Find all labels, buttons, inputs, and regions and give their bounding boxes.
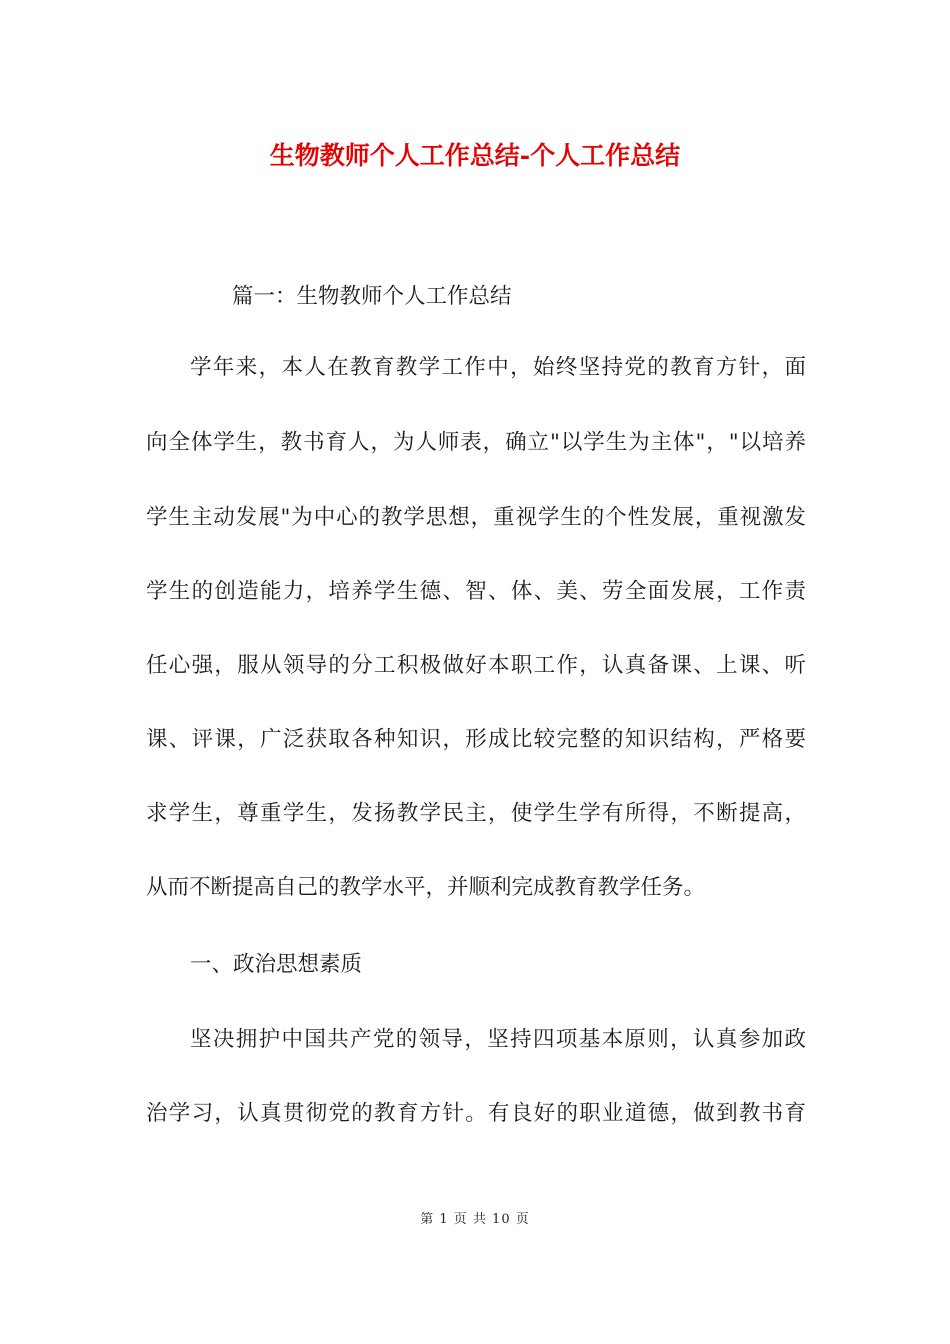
paragraph-line: 学生的创造能力，培养学生德、智、体、美、劳全面发展，工作责 bbox=[146, 579, 806, 604]
section-heading-part-one: 篇一：生物教师个人工作总结 bbox=[232, 284, 512, 309]
paragraph-line: 坚决拥护中国共产党的领导，坚持四项基本原则，认真参加政 bbox=[190, 1027, 806, 1052]
paragraph-line: 向全体学生，教书育人，为人师表，确立"以学生为主体"，"以培养 bbox=[146, 430, 806, 455]
paragraph-line: 学年来，本人在教育教学工作中，始终坚持党的教育方针，面 bbox=[190, 355, 806, 380]
paragraph-line: 治学习，认真贯彻党的教育方针。有良好的职业道德，做到教书育 bbox=[146, 1101, 806, 1126]
paragraph-line: 从而不断提高自己的教学水平，并顺利完成教育教学任务。 bbox=[146, 875, 706, 900]
document-title: 生物教师个人工作总结-个人工作总结 bbox=[269, 141, 681, 170]
paragraph-line: 课、评课，广泛获取各种知识，形成比较完整的知识结构，严格要 bbox=[146, 727, 806, 752]
paragraph-line: 任心强，服从领导的分工积极做好本职工作，认真备课、上课、听 bbox=[146, 653, 806, 678]
paragraph-line: 求学生，尊重学生，发扬教学民主，使学生学有所得，不断提高， bbox=[146, 801, 806, 826]
section-heading-political: 一、政治思想素质 bbox=[190, 952, 363, 977]
page-footer: 第 1 页 共 10 页 bbox=[420, 1212, 530, 1227]
paragraph-line: 学生主动发展"为中心的教学思想，重视学生的个性发展，重视激发 bbox=[146, 505, 806, 530]
